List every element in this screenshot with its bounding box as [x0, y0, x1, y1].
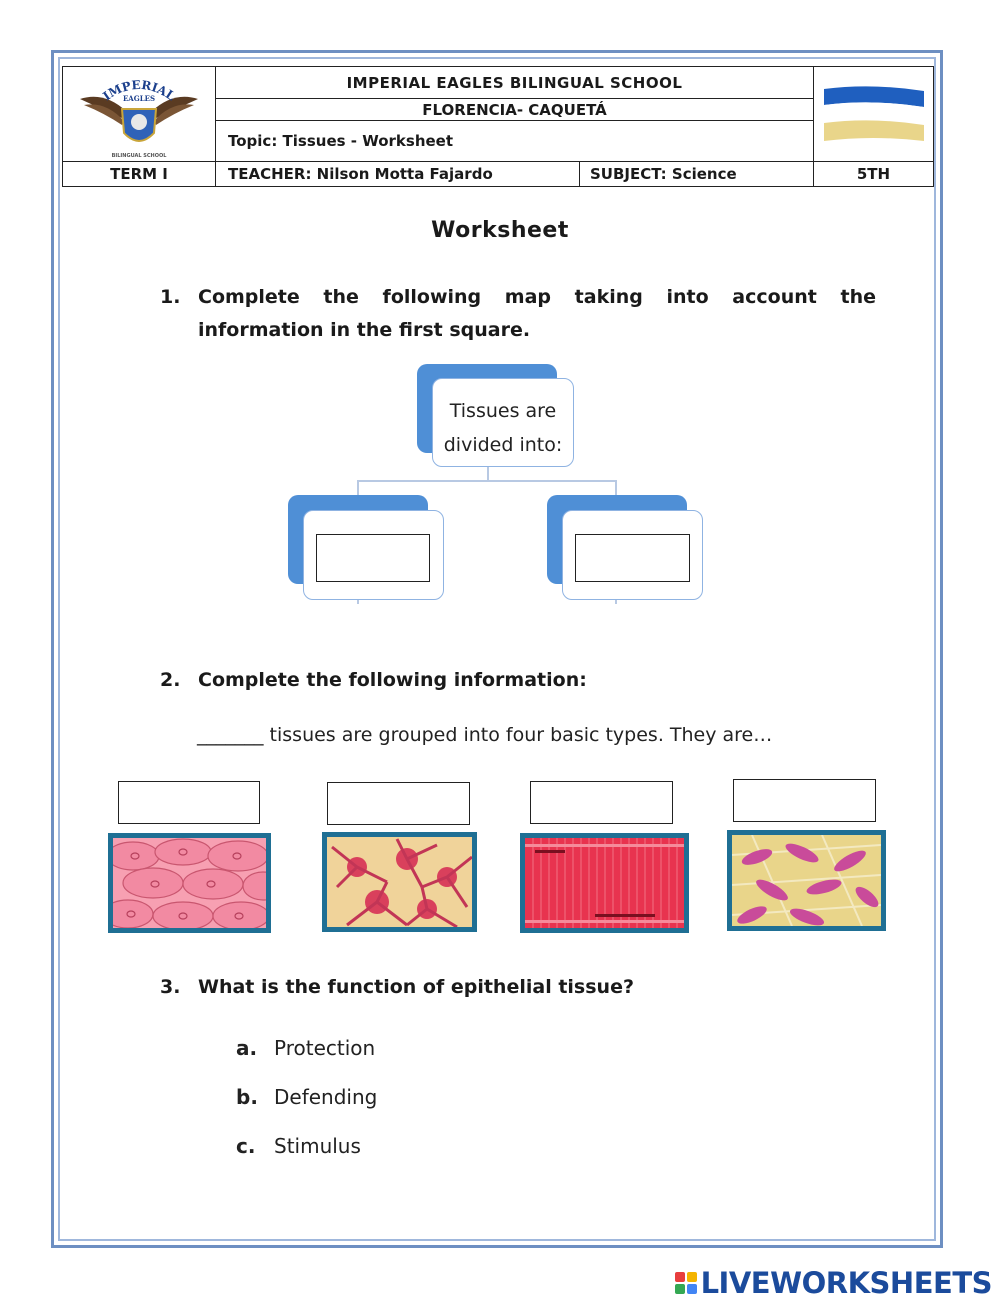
- term-label: TERM I: [63, 162, 216, 186]
- question-number: 2.: [160, 669, 181, 691]
- answer-input[interactable]: [118, 781, 260, 824]
- muscle-tissue-image: [520, 833, 689, 933]
- root-line-1: Tissues are: [449, 400, 557, 422]
- option-label: Stimulus: [274, 1134, 361, 1158]
- svg-text:IMPERIAL: IMPERIAL: [100, 77, 178, 104]
- option-label: Defending: [274, 1085, 378, 1109]
- svg-text:BILINGUAL SCHOOL: BILINGUAL SCHOOL: [111, 153, 167, 159]
- connector-line: [357, 480, 359, 496]
- brand-text: LIVEWORKSHEETS: [700, 1266, 992, 1300]
- question-text: Complete the following map taking into account the information in the first square.: [198, 286, 876, 341]
- nervous-tissue-image: [322, 832, 477, 932]
- eagle-logo-icon: [74, 69, 204, 159]
- svg-text:EAGLES: EAGLES: [122, 94, 156, 103]
- answer-input[interactable]: [575, 534, 690, 582]
- answer-input[interactable]: [530, 781, 673, 824]
- map-root-text: [438, 394, 568, 462]
- connector-line: [357, 480, 616, 482]
- worksheet-topic: Topic: Tissues - Worksheet: [216, 121, 814, 162]
- liveworksheets-icon: [675, 1272, 697, 1294]
- page-title: Worksheet: [431, 218, 569, 243]
- liveworksheets-logo: [675, 1266, 992, 1300]
- answer-input[interactable]: [316, 534, 430, 582]
- option-label: Protection: [274, 1036, 376, 1060]
- grade-label: 5TH: [856, 165, 891, 183]
- flag-icon: [822, 83, 926, 145]
- option-b[interactable]: [236, 1085, 377, 1109]
- school-city: FLORENCIA- CAQUETÁ: [216, 99, 814, 121]
- connector-line: [615, 480, 617, 496]
- connective-tissue-image: [727, 830, 886, 931]
- header-table: [62, 66, 934, 187]
- question-number: 3.: [160, 976, 181, 998]
- flag: [814, 67, 933, 162]
- question-number: 1.: [160, 286, 181, 308]
- root-line-2: divided into:: [443, 434, 563, 456]
- school-logo: [63, 67, 216, 162]
- answer-input[interactable]: [733, 779, 876, 822]
- teacher-label: TEACHER: Nilson Motta Fajardo: [216, 162, 580, 186]
- question-text: Complete the following information:: [198, 669, 587, 691]
- option-letter: b.: [236, 1085, 258, 1109]
- option-a[interactable]: [236, 1036, 375, 1060]
- option-letter: c.: [236, 1134, 256, 1158]
- answer-input[interactable]: [327, 782, 470, 825]
- epithelial-tissue-image: [108, 833, 271, 933]
- fill-in-sentence: _______ tissues are grouped into four basic types. They are…: [197, 724, 773, 746]
- connector-line: [487, 467, 489, 481]
- option-letter: a.: [236, 1036, 258, 1060]
- option-c[interactable]: [236, 1134, 361, 1158]
- subject-label: SUBJECT: Science: [580, 162, 814, 186]
- school-name: IMPERIAL EAGLES BILINGUAL SCHOOL: [216, 67, 814, 99]
- question-text: What is the function of epithelial tissue?: [198, 976, 634, 998]
